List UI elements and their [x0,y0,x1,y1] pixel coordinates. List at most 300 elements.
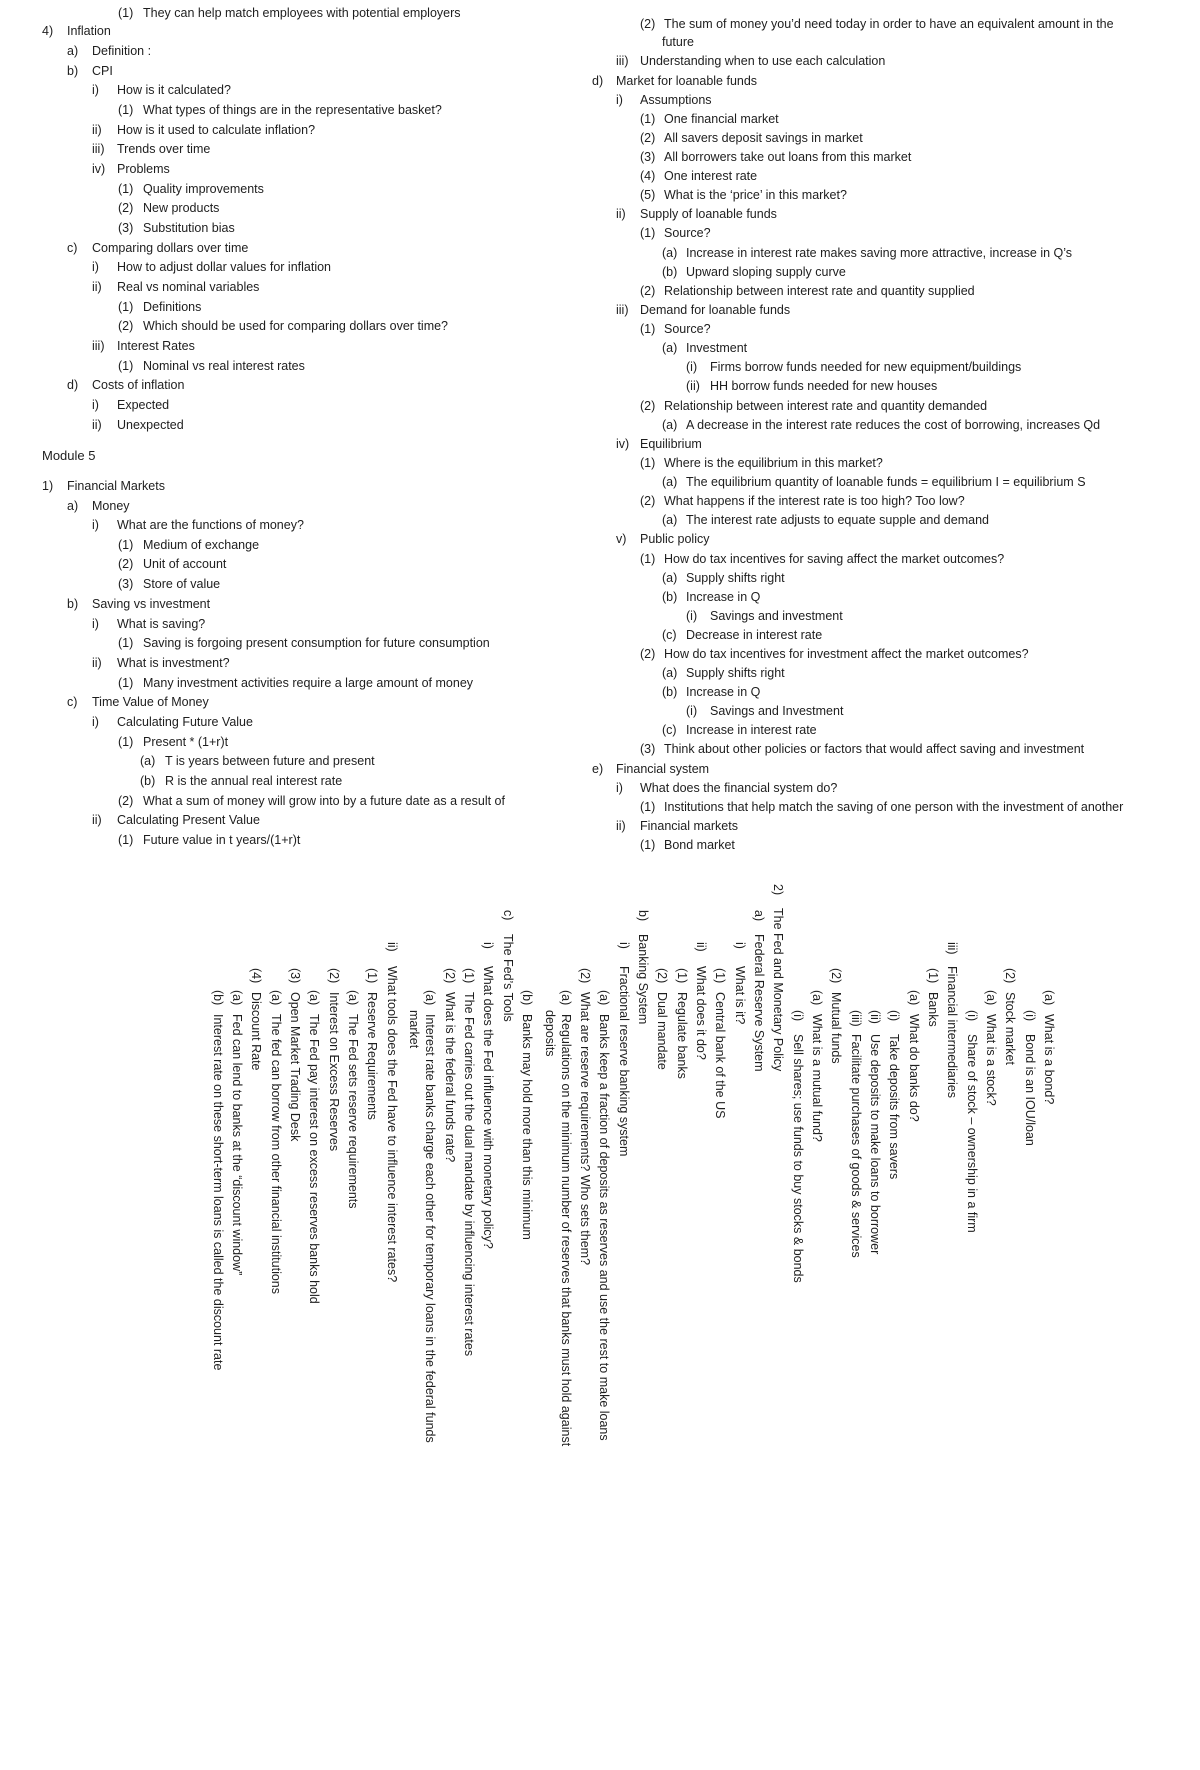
outline-line [596,990,612,1441]
outline-marker: (a) [662,418,678,432]
outline-text: Supply shifts right [686,571,785,585]
outline-marker: (1) [640,552,656,566]
outline-marker: (1) [118,676,134,690]
outline-text: Money [92,499,130,513]
outline-text: They can help match employees with potential employers [143,6,461,20]
outline-marker: (1) [640,800,656,814]
outline-line [640,741,1084,757]
outline-marker: b) [67,597,79,611]
outline-text: Supply shifts right [686,666,785,680]
outline-text: Nominal vs real interest rates [143,359,305,373]
outline-line [118,318,448,334]
outline-marker: iii) [92,339,105,353]
outline-text: Supply of loanable funds [640,207,777,221]
outline-line [118,537,259,553]
outline-text: Calculating Present Value [117,813,260,827]
outline-marker: i) [616,93,623,107]
outline-line [693,942,709,1060]
outline-text: Financial system [616,762,710,776]
outline-marker: (1) [640,456,656,470]
outline-text: Banks [926,992,940,1027]
outline-line [616,53,885,69]
outline-marker: (i) [1023,1010,1037,1022]
outline-line [67,240,248,256]
outline-marker: a) [67,499,79,513]
outline-marker: (a) [810,990,824,1006]
outline-line [925,968,941,1027]
outline-text: deposits [543,1010,557,1057]
outline-text: Assumptions [640,93,712,107]
outline-line [592,761,709,777]
outline-text: market [407,1010,421,1049]
outline-text: Financial Markets [67,479,165,493]
outline-line [92,122,315,138]
outline-text: Saving vs investment [92,597,211,611]
outline-marker: v) [616,532,627,546]
outline-marker: b) [67,64,79,78]
outline-text: Reserve Requirements [365,992,379,1120]
outline-line [712,968,728,1118]
outline-line [118,102,442,118]
outline-line [732,942,748,1024]
outline-marker: (1) [118,300,134,314]
outline-text: Market for loanable funds [616,74,758,88]
outline-text: Upward sloping supply curve [686,265,846,279]
outline-line [92,82,231,98]
outline-marker: i) [92,715,99,729]
outline-marker: (2) [118,557,134,571]
outline-text: Understanding when to use each calculation [640,54,886,68]
outline-marker: (a) [269,990,283,1006]
outline-line [406,1010,422,1048]
outline-marker: (2) [443,968,457,984]
outline-marker: (2) [640,399,656,413]
outline-line [480,942,496,1249]
outline-line [118,793,505,809]
outline-text: Many investment activities require a large amount of money [143,676,474,690]
outline-text: Regulate banks [675,992,689,1079]
outline-marker: i) [92,398,99,412]
outline-line [92,417,184,433]
outline-line [828,968,844,1064]
outline-marker: (3) [640,742,656,756]
outline-text: One interest rate [664,169,758,183]
outline-marker: c) [67,241,78,255]
outline-line [640,493,965,509]
outline-text: All savers deposit savings in market [664,131,863,145]
outline-text: The Fed and Monetary Policy [771,908,785,1072]
outline-text: Facilitate purchases of goods & services [849,1034,863,1258]
outline-line [640,398,987,414]
outline-marker: (1) [118,359,134,373]
outline-marker: ii) [92,280,102,294]
outline-marker: i) [92,617,99,631]
outline-line [118,832,300,848]
outline-marker: i) [92,83,99,97]
outline-marker: (a) [662,513,678,527]
outline-line [42,478,165,494]
outline-text: Think about other policies or factors that would affect saving and investment [664,742,1085,756]
outline-marker: (3) [640,150,656,164]
outline-marker: (a) [597,990,611,1006]
outline-text: What is a stock? [984,1014,998,1106]
outline-line [686,608,843,624]
outline-marker: (a) [662,571,678,585]
outline-marker: (a) [140,754,156,768]
outline-marker: (ii) [686,379,700,393]
outline-marker: (b) [662,265,678,279]
outline-text: A decrease in the interest rate reduces the cost of borrowing, increases Qd [686,418,1101,432]
outline-text: The Fed’s Tools [501,934,515,1022]
outline-line [92,714,253,730]
outline-marker: (2) [118,201,134,215]
outline-line [67,43,151,59]
outline-text: Interest Rates [117,339,195,353]
outline-marker: (1) [675,968,689,984]
outline-line [640,16,1114,32]
outline-text: Source? [664,226,711,240]
outline-marker: (2) [655,968,669,984]
outline-marker: i) [616,781,623,795]
outline-line [654,968,670,1070]
outline-line [640,321,711,337]
outline-text: The interest rate adjusts to equate supple and demand [686,513,989,527]
outline-marker: ii) [385,942,399,952]
outline-line [92,616,205,632]
outline-marker: ii) [616,207,626,221]
outline-marker: (a) [984,990,998,1006]
outline-line [140,773,342,789]
outline-marker: (b) [662,685,678,699]
outline-marker: 4) [42,24,54,38]
outline-marker: (a) [907,990,921,1006]
outline-text: Savings and Investment [710,704,844,718]
outline-marker: (a) [662,246,678,260]
outline-text: Demand for loanable funds [640,303,791,317]
outline-text: Sell shares; use funds to buy stocks & bonds [791,1034,805,1283]
outline-text: How to adjust dollar values for inflation [117,260,332,274]
outline-text: Relationship between interest rate and quantity supplied [664,284,975,298]
outline-marker: (1) [118,182,134,196]
outline-text: T is years between future and present [165,754,375,768]
outline-text: Interest on Excess Reserves [327,992,341,1152]
outline-line [906,990,922,1122]
outline-marker: d) [592,74,604,88]
outline-marker: (1) [118,833,134,847]
outline-line [662,474,1086,490]
outline-line [67,596,210,612]
outline-line [542,1010,558,1057]
outline-marker: (1) [118,6,134,20]
outline-line [519,990,535,1240]
outline-marker: (1) [640,112,656,126]
outline-marker: i) [92,518,99,532]
outline-line [616,531,709,547]
outline-text: Increase in Q [686,590,761,604]
outline-line [92,259,331,275]
outline-text: Interest rate on these short-term loans is called the discount rate [211,1014,225,1371]
outline-text: Regulations on the minimum number of reserves that banks must hold against [559,1014,573,1447]
outline-text: What is a mutual fund? [810,1014,824,1142]
outline-marker: (a) [662,341,678,355]
outline-text: What are the functions of money? [117,518,304,532]
outline-marker: (3) [118,221,134,235]
outline-line [616,92,712,108]
outline-line [92,397,169,413]
outline-text: Interest rate banks charge each other for temporary loans in the federal funds [423,1014,437,1443]
outline-line [662,570,785,586]
outline-line [640,187,847,203]
outline-marker: iii) [945,942,959,955]
outline-text: What does it do? [694,966,708,1060]
outline-line [92,517,304,533]
outline-marker: (2) [118,319,134,333]
outline-text: Source? [664,322,711,336]
outline-marker: (a) [662,666,678,680]
outline-line [662,665,785,681]
outline-marker: (i) [686,704,698,718]
outline-text: Unit of account [143,557,227,571]
outline-text: Public policy [640,532,710,546]
outline-text: Central bank of the US [713,992,727,1119]
outline-line [640,799,1123,815]
outline-marker: (2) [118,794,134,808]
outline-marker: (1) [640,322,656,336]
outline-marker: b) [636,910,650,922]
outline-line [287,968,303,1141]
outline-text: CPI [92,64,113,78]
outline-text: Which should be used for comparing dollars over time? [143,319,449,333]
outline-line [944,942,960,1098]
outline-line [662,245,1072,261]
outline-marker: i) [481,942,495,949]
outline-text: What happens if the interest rate is too high? Too low? [664,494,965,508]
outline-marker: 2) [771,884,785,896]
outline-text: Definition : [92,44,152,58]
outline-line [118,5,461,21]
outline-text: Financial markets [640,819,738,833]
outline-line [616,302,790,318]
outline-marker: (a) [230,990,244,1006]
outline-text: Bond market [664,838,735,852]
outline-text: New products [143,201,220,215]
outline-marker: c) [67,695,78,709]
outline-marker: e) [592,762,604,776]
outline-marker: (2) [640,131,656,145]
outline-marker: (3) [118,577,134,591]
outline-text: Share of stock – ownership in a firm [965,1034,979,1233]
outline-line [118,220,235,236]
outline-marker: (1) [462,968,476,984]
outline-text: How is it calculated? [117,83,231,97]
outline-marker: ii) [616,819,626,833]
outline-line [662,417,1100,433]
outline-marker: (i) [791,1010,805,1022]
outline-text: One financial market [664,112,779,126]
outline-marker: (4) [640,169,656,183]
outline-text: What are reserve requirements? Who sets them? [578,992,592,1266]
outline-text: Banks keep a fraction of deposits as reserves and use the rest to make loans [597,1014,611,1441]
outline-line [662,34,694,50]
outline-marker: (b) [211,990,225,1006]
outline-text: What is investment? [117,656,230,670]
outline-line [686,359,1021,375]
outline-marker: c) [501,910,515,921]
outline-line [616,436,702,452]
outline-text: What is the federal funds rate? [443,992,457,1163]
outline-marker: d) [67,378,79,392]
outline-marker: ii) [92,813,102,827]
outline-marker: ii) [694,942,708,952]
outline-text: What types of things are in the representative basket? [143,103,442,117]
outline-marker: i) [733,942,747,949]
outline-line [640,130,863,146]
outline-marker: (1) [118,636,134,650]
outline-marker: (1) [118,538,134,552]
outline-line [67,377,184,393]
outline-line [809,990,825,1142]
outline-text: Inflation [67,24,111,38]
outline-text: Banking System [636,934,650,1025]
outline-marker: (a) [307,990,321,1006]
outline-line [640,149,911,165]
outline-line [616,780,837,796]
outline-line [42,448,95,464]
outline-marker: (2) [640,17,656,31]
outline-line [92,812,260,828]
outline-text: Firms borrow funds needed for new equipment/buildings [710,360,1022,374]
outline-text: How is it used to calculate inflation? [117,123,316,137]
outline-marker: (a) [346,990,360,1006]
outline-marker: (2) [640,647,656,661]
outline-line [67,498,130,514]
outline-line [67,63,113,79]
outline-marker: (2) [327,968,341,984]
outline-text: Real vs nominal variables [117,280,260,294]
outline-marker: ii) [92,656,102,670]
outline-marker: (2) [829,968,843,984]
outline-marker: (i) [887,1010,901,1022]
outline-marker: (a) [1042,990,1056,1006]
outline-marker: (a) [662,475,678,489]
outline-line [640,646,1029,662]
outline-text: Store of value [143,577,221,591]
outline-text: Quality improvements [143,182,264,196]
outline-line [67,694,209,710]
outline-line [964,1010,980,1233]
outline-text: Investment [686,341,748,355]
outline-line [558,990,574,1446]
outline-line [640,837,735,853]
outline-text: Increase in interest rate [686,723,817,737]
outline-text: What does the financial system do? [640,781,838,795]
outline-line [92,279,259,295]
outline-line [616,942,632,1156]
outline-line [751,910,767,1072]
outline-marker: a) [67,44,79,58]
outline-line [616,818,738,834]
outline-line [306,990,322,1304]
outline-line [983,990,999,1106]
outline-marker: (1) [365,968,379,984]
outline-marker: (c) [662,723,677,737]
outline-line [92,161,170,177]
outline-text: How do tax incentives for saving affect the market outcomes? [664,552,1005,566]
outline-marker: (1) [926,968,940,984]
outline-text: Use deposits to make loans to borrower [868,1034,882,1255]
outline-text: The Fed sets reserve requirements [346,1014,360,1209]
outline-line [268,990,284,1294]
outline-line [686,378,937,394]
outline-text: Present * (1+r)t [143,735,229,749]
outline-line [662,627,822,643]
outline-text: Open Market Trading Desk [288,992,302,1142]
outline-line [848,1010,864,1258]
outline-line [118,734,228,750]
outline-marker: (2) [1003,968,1017,984]
outline-text: Module 5 [42,448,96,463]
outline-line [1022,1010,1038,1146]
outline-marker: (iii) [849,1010,863,1027]
outline-line [640,455,883,471]
outline-line [442,968,458,1162]
outline-marker: (1) [640,226,656,240]
outline-line [640,168,757,184]
outline-text: How do tax incentives for investment affect the market outcomes? [664,647,1029,661]
outline-marker: (3) [288,968,302,984]
outline-line [118,635,490,651]
outline-line [770,884,786,1071]
outline-text: Substitution bias [143,221,235,235]
outline-line [640,551,1004,567]
outline-text: Time Value of Money [92,695,209,709]
outline-marker: iii) [616,54,629,68]
outline-text: Bond is an IOU/loan [1023,1034,1037,1146]
outline-line [886,1010,902,1179]
outline-line [640,283,975,299]
outline-text: Increase in Q [686,685,761,699]
outline-text: What is the ‘price’ in this market? [664,188,847,202]
outline-text: Institutions that help match the saving of one person with the investment of another [664,800,1124,814]
outline-line [1041,990,1057,1104]
outline-line [640,225,711,241]
outline-text: What is a bond? [1042,1014,1056,1105]
outline-line [92,655,230,671]
outline-line [674,968,690,1079]
outline-text: Dual mandate [655,992,669,1070]
outline-line [326,968,342,1151]
outline-text: Medium of exchange [143,538,260,552]
outline-marker: (2) [640,494,656,508]
outline-text: Increase in interest rate makes saving more attractive, increase in Q’s [686,246,1073,260]
outline-text: What is it? [733,966,747,1025]
outline-line [662,722,817,738]
outline-text: Financial intermediaries [945,966,959,1099]
outline-line [616,206,777,222]
outline-marker: (1) [713,968,727,984]
outline-text: Federal Reserve System [752,934,766,1072]
outline-marker: (4) [249,968,263,984]
outline-line [662,340,747,356]
outline-marker: iii) [616,303,629,317]
outline-line [662,684,760,700]
outline-marker: 1) [42,479,54,493]
outline-line [577,968,593,1265]
outline-line [42,23,111,39]
outline-line [118,358,305,374]
outline-marker: ii) [92,418,102,432]
outline-text: Costs of inflation [92,378,185,392]
